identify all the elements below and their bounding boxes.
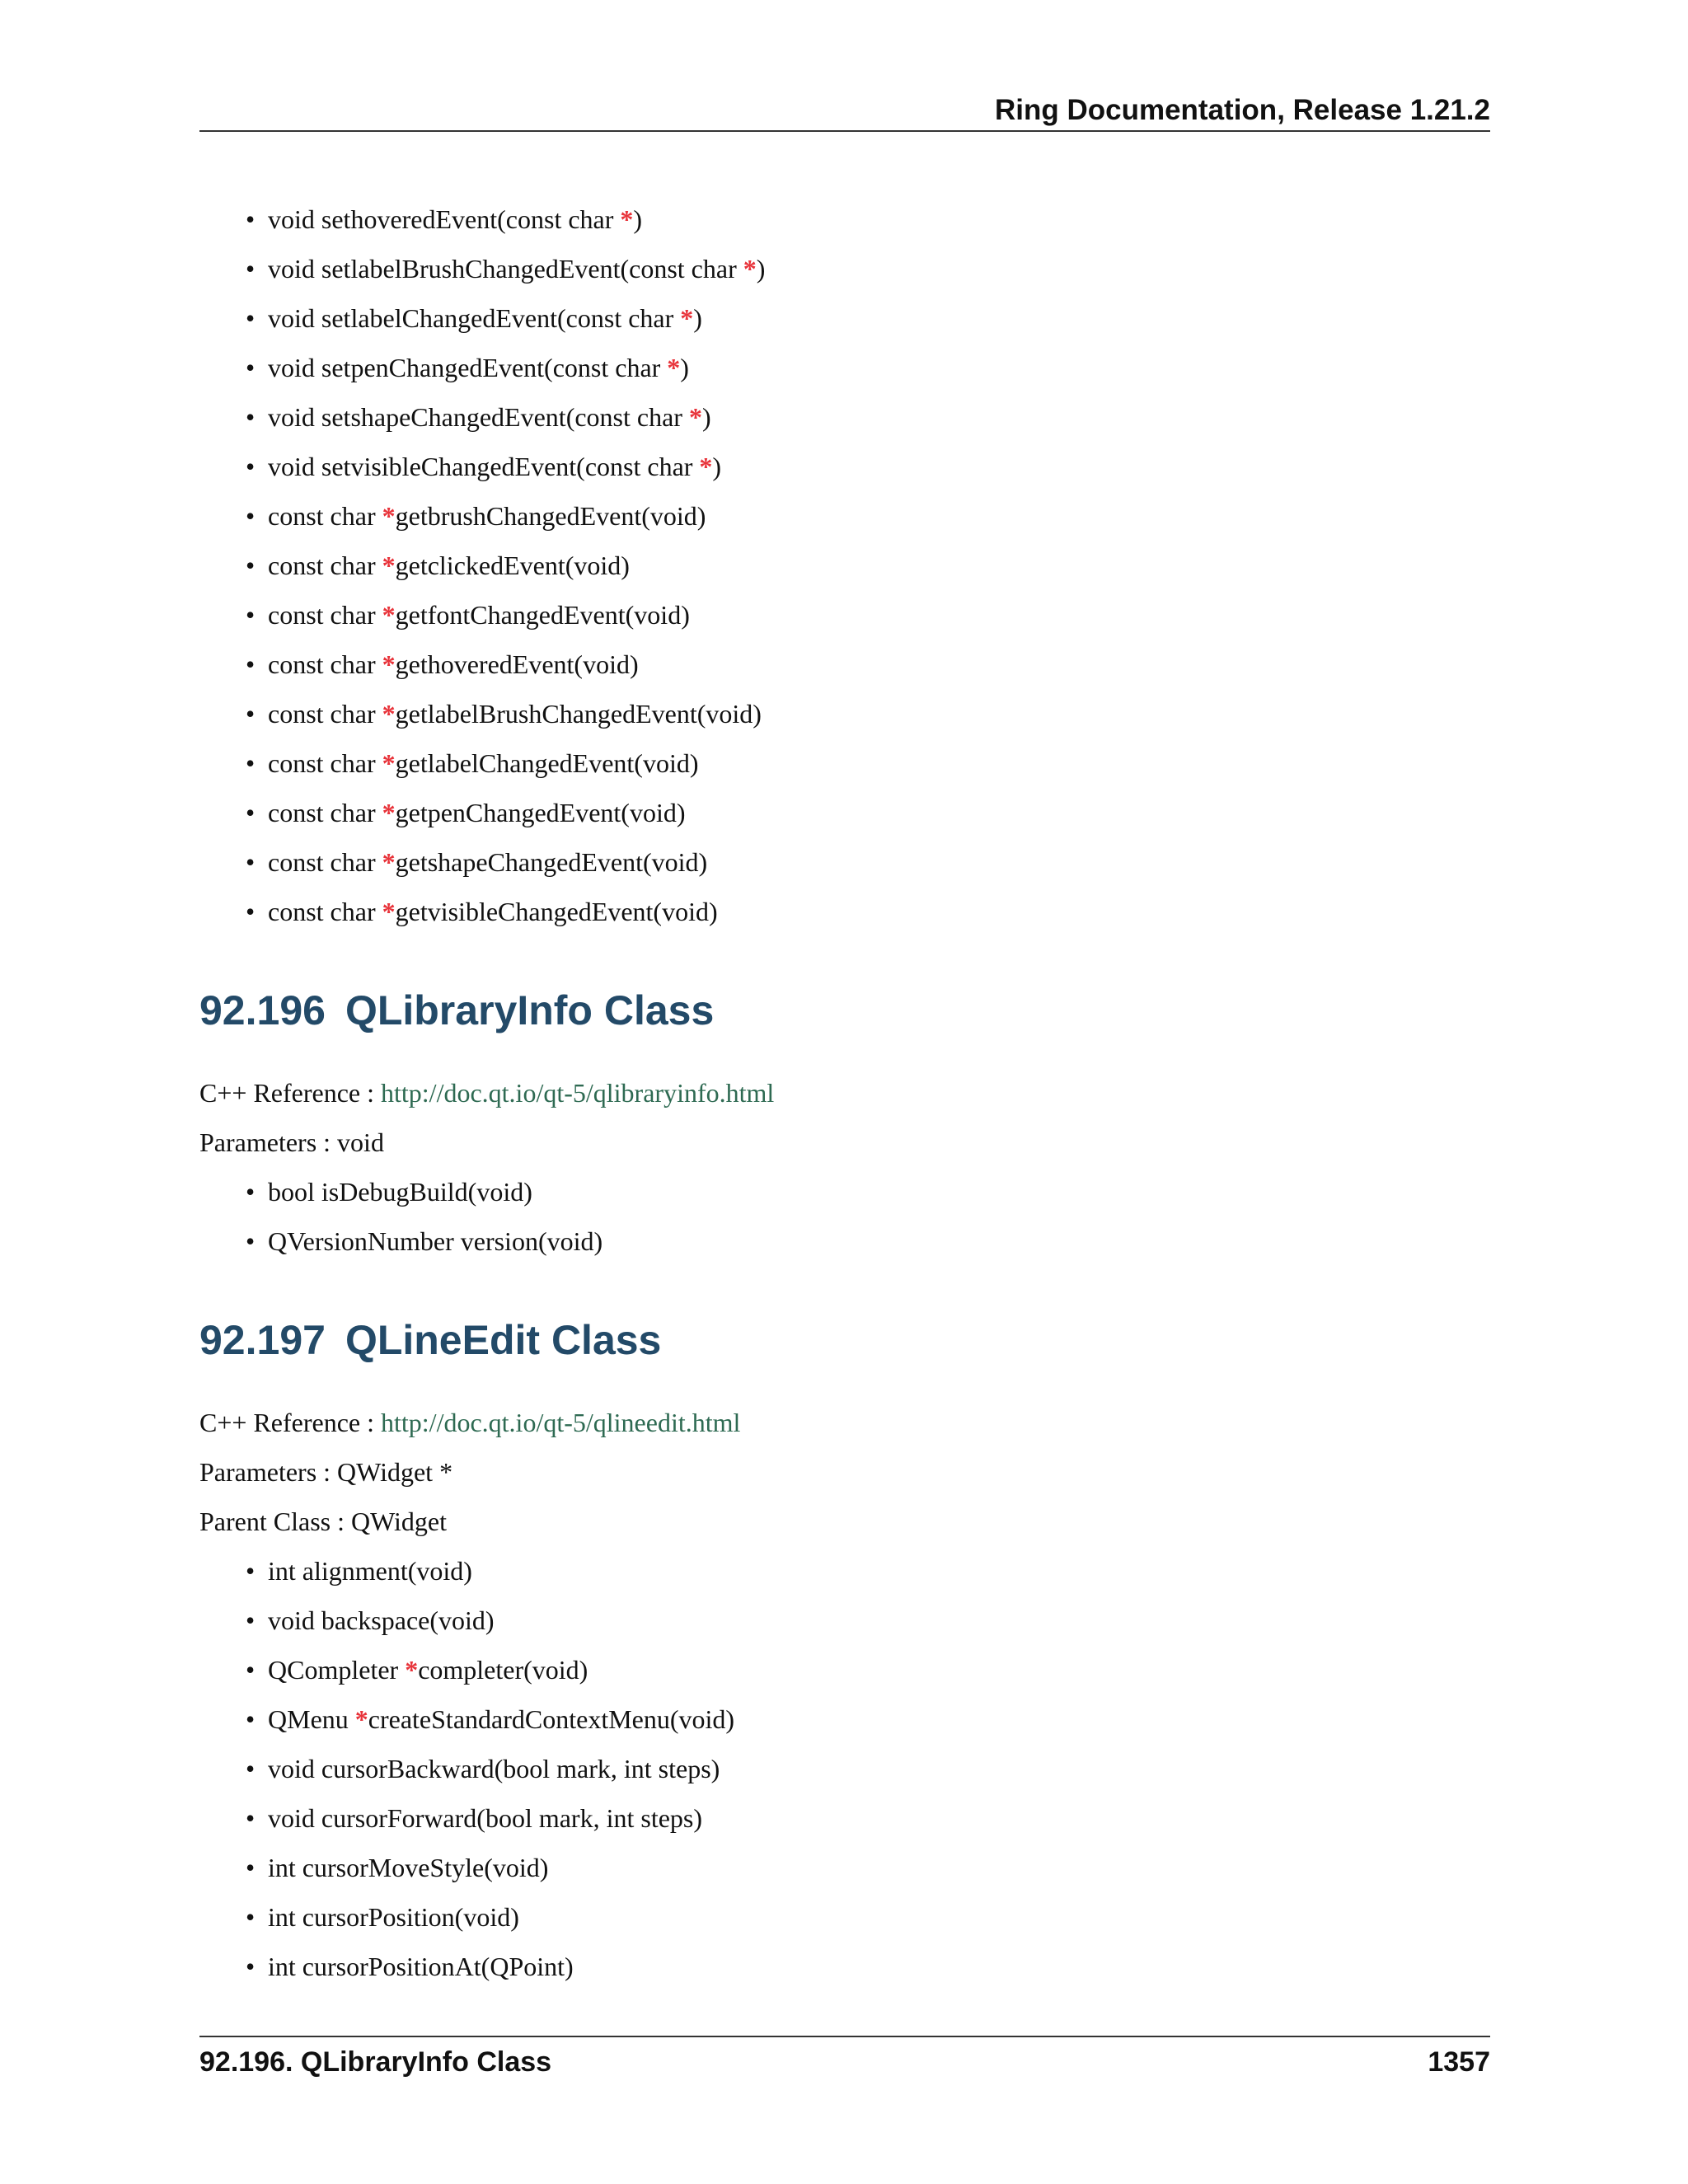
item-text: bool isDebugBuild(void) [268, 1177, 532, 1207]
section-number: 92.197 [199, 1317, 326, 1363]
bullet-icon: • [246, 1803, 256, 1833]
list-item [199, 1942, 1490, 1991]
item-text: void setvisibleChangedEvent(const char [268, 452, 700, 481]
bullet-icon: • [246, 1556, 256, 1586]
list-item [199, 837, 1490, 887]
item-text-tail: getlabelBrushChangedEvent(void) [395, 699, 762, 729]
list-item [199, 491, 1490, 541]
item-text: const char [268, 600, 382, 630]
pointer-star: * [382, 699, 396, 729]
item-text-tail: getshapeChangedEvent(void) [395, 847, 708, 877]
bullet-icon: • [246, 303, 256, 333]
bullet-icon: • [246, 452, 256, 481]
bullet-icon: • [246, 1704, 256, 1734]
pointer-star: * [382, 501, 396, 531]
footer-section-title: 92.196. QLibraryInfo Class [199, 2046, 552, 2078]
item-text: void sethoveredEvent(const char [268, 204, 621, 234]
header-title: Ring Documentation, Release 1.21.2 [994, 94, 1490, 126]
pointer-star: * [382, 551, 396, 580]
list-item [199, 442, 1490, 491]
item-text-tail: getlabelChangedEvent(void) [395, 748, 699, 778]
pointer-star: * [382, 897, 396, 926]
bullet-icon: • [246, 1853, 256, 1882]
bullet-icon: • [246, 897, 256, 926]
bullet-icon: • [246, 204, 256, 234]
item-text: QMenu [268, 1704, 355, 1734]
cpp-reference-line [199, 1398, 1490, 1447]
list-item [199, 343, 1490, 392]
bullet-icon: • [246, 600, 256, 630]
item-text-tail: createStandardContextMenu(void) [368, 1704, 735, 1734]
list-item [199, 1892, 1490, 1942]
list-item [199, 1216, 1490, 1266]
item-text: const char [268, 748, 382, 778]
item-text: const char [268, 847, 382, 877]
pointer-star: * [405, 1655, 419, 1685]
section-title: QLineEdit Class [345, 1317, 662, 1363]
list-item [199, 887, 1490, 936]
item-text: QCompleter [268, 1655, 406, 1685]
list-item [199, 1167, 1490, 1216]
item-text-tail: getfontChangedEvent(void) [395, 600, 690, 630]
pointer-star: * [620, 204, 634, 234]
pointer-star: * [680, 303, 694, 333]
list-item [199, 1744, 1490, 1793]
footer-page-number: 1357 [1428, 2046, 1490, 2078]
item-text: const char [268, 699, 382, 729]
cpp-reference-label: C++ Reference : [199, 1408, 381, 1437]
list-item [199, 1694, 1490, 1744]
item-text: void setlabelBrushChangedEvent(const char [268, 254, 743, 284]
pointer-star: * [667, 353, 681, 382]
item-text: int cursorMoveStyle(void) [268, 1853, 549, 1882]
list-item [199, 194, 1490, 244]
list-item [199, 541, 1490, 590]
list-item [199, 1843, 1490, 1892]
item-text: void setpenChangedEvent(const char [268, 353, 668, 382]
cpp-reference-link[interactable]: http://doc.qt.io/qt-5/qlineedit.html [381, 1408, 741, 1437]
item-text: void backspace(void) [268, 1605, 495, 1635]
bullet-icon: • [246, 798, 256, 827]
pointer-star: * [699, 452, 713, 481]
list-item [199, 640, 1490, 689]
method-list-continued [199, 194, 1490, 936]
method-list-qlibraryinfo [199, 1167, 1490, 1266]
list-item [199, 1793, 1490, 1843]
pointer-star: * [382, 798, 396, 827]
pointer-star: * [382, 748, 396, 778]
item-text-tail: ) [633, 204, 643, 234]
item-text-tail: ) [756, 254, 766, 284]
item-text-tail: ) [693, 303, 702, 333]
bullet-icon: • [246, 1177, 256, 1207]
item-text: int cursorPositionAt(QPoint) [268, 1952, 574, 1981]
page-header [199, 91, 1490, 132]
item-text: void cursorForward(bool mark, int steps) [268, 1803, 703, 1833]
item-text-tail: getclickedEvent(void) [395, 551, 630, 580]
bullet-icon: • [246, 699, 256, 729]
item-text: QVersionNumber version(void) [268, 1226, 603, 1256]
bullet-icon: • [246, 1754, 256, 1783]
pointer-star: * [382, 847, 396, 877]
list-item [199, 293, 1490, 343]
item-text: const char [268, 551, 382, 580]
bullet-icon: • [246, 748, 256, 778]
list-item [199, 590, 1490, 640]
bullet-icon: • [246, 353, 256, 382]
section-number: 92.196 [199, 987, 326, 1033]
item-text: const char [268, 649, 382, 679]
item-text-tail: gethoveredEvent(void) [395, 649, 639, 679]
section-title: QLibraryInfo Class [345, 987, 715, 1033]
bullet-icon: • [246, 551, 256, 580]
pointer-star: * [354, 1704, 368, 1734]
item-text-tail: getbrushChangedEvent(void) [395, 501, 706, 531]
item-text: const char [268, 501, 382, 531]
item-text-tail: getpenChangedEvent(void) [395, 798, 686, 827]
bullet-icon: • [246, 1655, 256, 1685]
item-text-tail: getvisibleChangedEvent(void) [395, 897, 718, 926]
parameters-line: Parameters : QWidget * [199, 1457, 453, 1487]
list-item [199, 392, 1490, 442]
list-item [199, 738, 1490, 788]
bullet-icon: • [246, 1605, 256, 1635]
bullet-icon: • [246, 254, 256, 284]
pointer-star: * [382, 649, 396, 679]
item-text: const char [268, 798, 382, 827]
parent-class-line: Parent Class : QWidget [199, 1507, 447, 1536]
pointer-star: * [382, 600, 396, 630]
bullet-icon: • [246, 847, 256, 877]
bullet-icon: • [246, 1952, 256, 1981]
item-text: int cursorPosition(void) [268, 1902, 519, 1932]
list-item [199, 1645, 1490, 1694]
item-text-tail: completer(void) [418, 1655, 588, 1685]
section-heading-qlibraryinfo [199, 986, 1490, 1035]
bullet-icon: • [246, 1902, 256, 1932]
list-item [199, 689, 1490, 738]
item-text: int alignment(void) [268, 1556, 472, 1586]
pointer-star: * [743, 254, 757, 284]
bullet-icon: • [246, 402, 256, 432]
item-text: const char [268, 897, 382, 926]
list-item [199, 1546, 1490, 1596]
bullet-icon: • [246, 649, 256, 679]
list-item [199, 244, 1490, 293]
list-item [199, 788, 1490, 837]
parameters-line: Parameters : void [199, 1127, 384, 1157]
cpp-reference-link[interactable]: http://doc.qt.io/qt-5/qlibraryinfo.html [381, 1078, 775, 1108]
item-text-tail: ) [680, 353, 689, 382]
method-list-qlineedit [199, 1546, 1490, 1991]
item-text-tail: ) [701, 402, 711, 432]
bullet-icon: • [246, 1226, 256, 1256]
pointer-star: * [688, 402, 702, 432]
cpp-reference-line [199, 1068, 1490, 1118]
page-content [199, 194, 1490, 1991]
section-heading-qlineedit [199, 1315, 1490, 1365]
item-text: void cursorBackward(bool mark, int steps) [268, 1754, 720, 1783]
cpp-reference-label: C++ Reference : [199, 1078, 381, 1108]
item-text: void setshapeChangedEvent(const char [268, 402, 689, 432]
page-footer [199, 2036, 1490, 2087]
list-item [199, 1596, 1490, 1645]
item-text: void setlabelChangedEvent(const char [268, 303, 681, 333]
bullet-icon: • [246, 501, 256, 531]
item-text-tail: ) [712, 452, 722, 481]
